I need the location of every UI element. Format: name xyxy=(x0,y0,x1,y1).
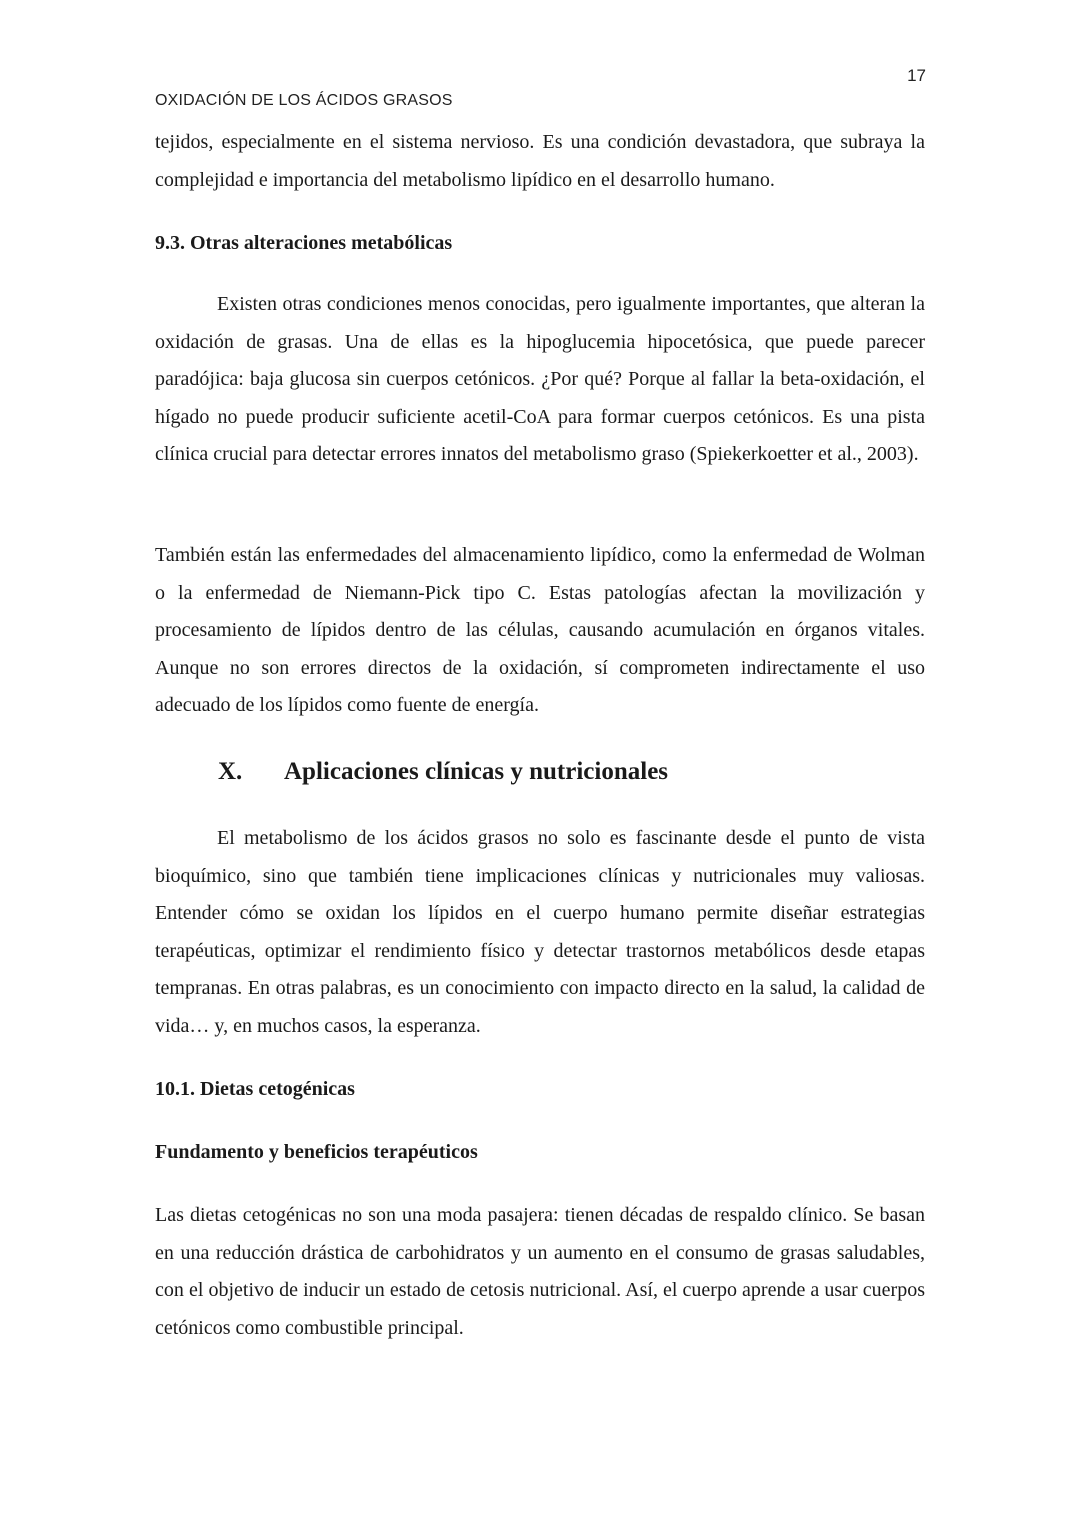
section-heading-10-1: 10.1. Dietas cetogénicas xyxy=(155,1078,355,1100)
page-number: 17 xyxy=(907,66,926,85)
chapter-x-paragraph xyxy=(155,820,925,1045)
chapter-number: X. xyxy=(218,758,243,785)
section-10-1-paragraph xyxy=(155,1197,925,1347)
subsection-heading: Fundamento y beneficios terapéuticos xyxy=(155,1141,478,1163)
chapter-title: Aplicaciones clínicas y nutricionales xyxy=(284,758,669,785)
continuation-paragraph xyxy=(155,124,925,199)
paragraph-text: Existen otras condiciones menos conocidas, pero igualmente importantes, que alteran la oxidación de grasas. Una de ellas es la hipoglucemia hipocetósica, que puede parecer paradójica: baja glucosa sin cuerpos cetónicos. ¿Por qué? Porque al fallar la beta-oxidación, el hígado no puede producir suficiente acetil-CoA para formar cuerpos cetónicos. Es una pista clínica crucial para detectar errores innatos del metabolismo graso (Spiekerkoetter et al., 2003). xyxy=(155,293,925,465)
section-heading-9-3: 9.3. Otras alteraciones metabólicas xyxy=(155,232,453,254)
paragraph-text: Las dietas cetogénicas no son una moda pasajera: tienen décadas de respaldo clínico. Se basan en una reducción drástica de carbohidratos y un aumento en el consumo de grasas saludables, con el objetivo de inducir un estado de cetosis nutricional. Así, el cuerpo aprende a usar cuerpos cetónicos como combustible principal. xyxy=(155,1204,925,1339)
section-9-3-paragraph-1 xyxy=(155,286,925,474)
paragraph-text: El metabolismo de los ácidos grasos no solo es fascinante desde el punto de vista bioquímico, sino que también tiene implicaciones clínicas y nutricionales muy valiosas. Entender cómo se oxidan los lípidos en el cuerpo humano permite diseñar estrategias terapéuticas, optimizar el rendimiento físico y detectar trastornos metabólicos desde etapas tempranas. En otras palabras, es un conocimiento con impacto directo en la salud, la calidad de vida… y, en muchos casos, la esperanza. xyxy=(155,827,925,1037)
section-9-3-paragraph-2 xyxy=(155,537,925,725)
paragraph-text: tejidos, especialmente en el sistema nervioso. Es una condición devastadora, que subraya la complejidad e importancia del metabolismo lipídico en el desarrollo humano. xyxy=(155,131,925,191)
running-head: OXIDACIÓN DE LOS ÁCIDOS GRASOS xyxy=(155,92,453,109)
paragraph-text: También están las enfermedades del almacenamiento lipídico, como la enfermedad de Wolman o la enfermedad de Niemann-Pick tipo C. Estas patologías afectan la movilización y procesamiento de lípidos dentro de las células, causando acumulación en órganos vitales. Aunque no son errores directos de la oxidación, sí comprometen indirectamente el uso adecuado de los lípidos como fuente de energía. xyxy=(155,544,925,716)
chapter-heading-x xyxy=(218,756,668,788)
